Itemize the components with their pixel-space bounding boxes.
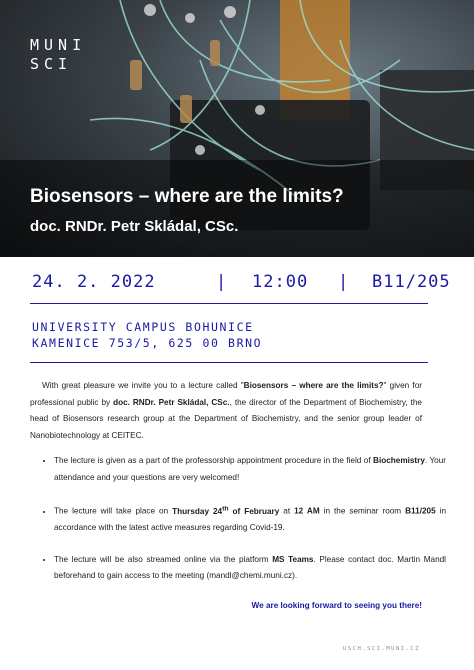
separator-1: |	[216, 272, 228, 292]
lecture-title: Biosensors – where are the limits?	[30, 186, 344, 207]
event-time: 12:00	[252, 272, 309, 292]
speaker-bold: doc. RNDr. Petr Skládal, CSc.	[113, 397, 230, 407]
venue-campus: UNIVERSITY CAMPUS BOHUNICE	[32, 320, 254, 334]
lecture-name-bold: Biosensors – where are the limits?	[243, 381, 384, 390]
divider-top	[30, 303, 428, 304]
event-room: B11/205	[372, 272, 451, 292]
speaker-name: doc. RNDr. Petr Skládal, CSc.	[30, 218, 239, 235]
venue-address: KAMENICE 753/5, 625 00 BRNO	[32, 336, 263, 350]
footer-url: USCH.SCI.MUNI.CZ	[343, 646, 420, 652]
divider-bottom	[30, 362, 428, 363]
logo-line-2: SCI	[30, 55, 73, 73]
muni-sci-logo	[30, 36, 86, 74]
list-item: • The lecture will take place on Thursday 24th of February at 12 AM in the seminar room B11/205 in accordance with the latest active measures regarding Covid-19.	[54, 501, 446, 537]
separator-2: |	[338, 272, 350, 292]
event-date: 24. 2. 2022	[32, 272, 156, 292]
logo-line-1: MUNI	[30, 36, 87, 54]
info-list	[30, 453, 446, 600]
hero-banner	[0, 0, 474, 257]
list-item: • The lecture will be also streamed online via the platform MS Teams. Please contact doc. Martin Mandl beforehand to gain access to the meeting (mandl@chemi.muni.cz).	[54, 552, 446, 585]
intro-paragraph: With great pleasure we invite you to a lecture called "Biosensors – where are the limits?" given for professional public by doc. RNDr. Petr Skládal, CSc., the director of the Department of Biochemistry, the head of Biosensors research group at the Department of Biochemistry, and the senior group leader of Nanobiotechnology at CEITEC.	[30, 381, 422, 440]
list-item: • The lecture is given as a part of the professorship appointment procedure in the field of Biochemistry. Your attendance and your questions are very welcomed!	[54, 453, 446, 486]
closing-line: We are looking forward to seeing you there!	[251, 601, 422, 610]
